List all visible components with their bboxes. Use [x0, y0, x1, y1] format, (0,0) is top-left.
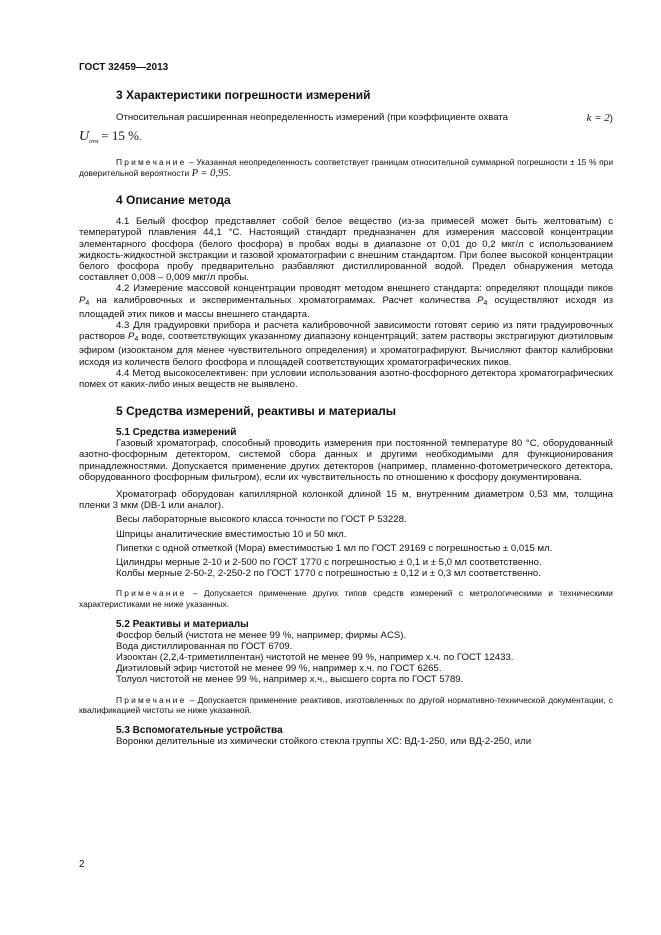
subsection-5-2-title: 5.2 Реактивы и материалы — [116, 618, 249, 630]
section-3-title: 3 Характеристики погрешности измерений — [116, 88, 371, 102]
paragraph-4-4: 4.4 Метод высокоселективен: при условии использования азотно-фосфорного детектора хроматографических помех от каких-либо иных веществ не выявлено. — [79, 367, 613, 391]
paragraph-5-1-balance: Весы лабораторные высокого класса точности по ГОСТ Р 53228. — [116, 514, 407, 526]
paragraph-5-1-flasks: Колбы мерные 2-50-2, 2-250-2 по ГОСТ 1770 с погрешностью ± 0,12 и ± 0,3 мл соответственно. — [116, 568, 541, 580]
section-5-title: 5 Средства измерений, реактивы и материалы — [116, 404, 396, 419]
standard-code: ГОСТ 32459—2013 — [79, 62, 169, 73]
paragraph-5-2-toluene: Толуол чистотой не менее 99 %, например х.ч., высшего сорта по ГОСТ 5789. — [116, 674, 464, 686]
paragraph-5-3-funnels: Воронки делительные из химически стойкого стекла группы ХС: ВД-1-250, или ВД-2-250, или — [116, 735, 532, 747]
section-3-paragraph: Относительная расширенная неопределенность измерений (при коэффициенте охвата k = 2) — [116, 112, 613, 124]
paragraph-5-1-column: Хроматограф оборудован капиллярной колонкой длиной 15 м, внутренним диаметром 0,53 мм, толщина пленки 3 мкм (DB-1 или аналог). — [79, 489, 613, 512]
subsection-5-3-title: 5.3 Вспомогательные устройства — [116, 724, 283, 736]
paragraph-5-1-syringes: Шприцы аналитические вместимостью 10 и 50 мкл. — [116, 528, 347, 540]
subsection-5-1-note: Примечание – Допускается применение других типов средств измерений с метрологическими и техническими характеристиками не ниже указанных. — [79, 588, 613, 610]
paragraph-5-2-isooctane: Изооктан (2,2,4-триметилпентан) чистотой не менее 99 %, например х.ч. по ГОСТ 12433. — [116, 652, 514, 664]
uncertainty-formula: $U_{отн} = 15$ %. — [79, 128, 142, 145]
page-number: 2 — [79, 859, 85, 870]
paragraph-5-1-cylinders: Цилиндры мерные 2-10 и 2-500 по ГОСТ 1770 с погрешностью ± 0,1 и ± 5,0 мл соответственно. — [116, 557, 542, 569]
paragraph-5-1-pipettes: Пипетки с одной отметкой (Мора) вместимостью 1 мл по ГОСТ 29169 с погрешностью ± 0,015 мл. — [116, 542, 553, 554]
section-4-title: 4 Описание метода — [116, 193, 231, 208]
paragraph-4-2: 4.2 Измерение массовой концентрации проводят методом внешнего стандарта: определяют площади пиков $P_4$ на калибровочных и экспериментальных хроматограммах. Расчет количества $P_4$ осуществляют исходя из площадей этих пиков и массы внешнего стандарта. — [79, 283, 614, 320]
subsection-5-2-note: Примечание – Допускается применение реактивов, изготовленных по другой нормативно-технической документации, с квалификацией чистоты не ниже указанной. — [79, 694, 613, 716]
paragraph-5-1-chromatograph: Газовый хроматограф, способный проводить измерения при постоянной температуре 80 °С, оборудованный азотно-фосфорным детектором, системой сбора данных и другими необходимыми для функционирования принадлежностями. Допускается применение других детекторов (например, пламенно-фотометрического детектора, оборудованного фосфорным фильтром), если их чувствительность по отношению к фосфору документирована. — [79, 438, 613, 483]
paragraph-5-2-phosphorus: Фосфор белый (чистота не менее 99 %, например, фирмы ACS). — [116, 629, 407, 641]
page-content — [79, 88, 613, 747]
coverage-factor: k = 2 — [586, 112, 610, 124]
subsection-5-1-title: 5.1 Средства измерений — [116, 427, 237, 439]
paragraph-5-2-ether: Диэтиловый эфир чистотой не менее 99 %, например х.ч. по ГОСТ 6265. — [116, 663, 442, 675]
paragraph-5-2-water: Вода дистиллированная по ГОСТ 6709. — [116, 640, 293, 652]
paragraph-4-3: 4.3 Для градуировки прибора и расчета калибровочной зависимости готовят серию из пяти градуировочных растворов $P_4$ воде, соответствующих указанному диапазону концентраций; затем растворы экстрагируют диэтиловым эфиром (изооктаном для менее чувствительного определения) и хроматографируют. Вычисляют фактор калибровки исходя из количеств белого фосфора и площадей соответствующих хроматографических пиков. — [79, 320, 613, 368]
paragraph-4-1: 4.1 Белый фосфор представляет собой белое вещество (из-за примесей может быть желтоватым) с температурой плавления 44,1 °С. Настоящий стандарт предназначен для измерения массовой концентрации элементарного фосфора (белого фосфора) в пробах воды в диапазоне от 0,01 до 0,2 мкг/л с использованием жидкость-жидкостной экстракции и газовой хроматографии с внешним стандартом. При более высокой концентрации белого фосфора пробу предварительно разбавляют дистиллированной водой. Предел обнаружения метода составляет 0,008 – 0,009 мкг/л пробы. — [79, 216, 613, 284]
section-3-note: Примечание – Указанная неопределенность соответствует границам относительной суммарной погрешности ± 15 % при доверительной вероятности P = 0,95. — [79, 157, 613, 179]
